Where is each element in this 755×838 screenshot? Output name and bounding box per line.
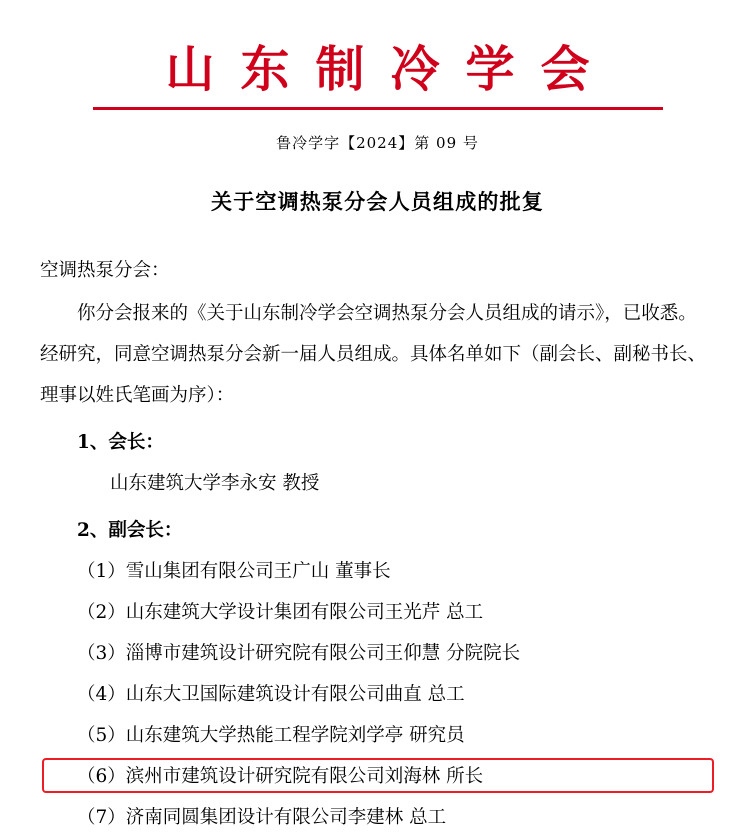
highlighted-row-wrapper <box>40 756 715 797</box>
body-paragraph-line-1: 你分会报来的《关于山东制冷学会空调热泵分会人员组成的请示》，已收悉。 <box>77 302 697 324</box>
list-item: （4）山东大卫国际建筑设计有限公司曲直 总工 <box>77 683 465 705</box>
document-title: 关于空调热泵分会人员组成的批复 <box>211 188 544 214</box>
section-heading-vice-chairmen: 2、副会长： <box>77 519 183 541</box>
salutation: 空调热泵分会： <box>40 259 170 281</box>
list-item: 山东建筑大学李永安 教授 <box>110 472 320 494</box>
document-body <box>40 250 715 838</box>
list-item: （7）济南同圆集团设计有限公司李建林 总工 <box>77 806 447 828</box>
list-item: （3）淄博市建筑设计研究院有限公司王仰慧 分院院长 <box>77 642 521 664</box>
body-paragraph-line-2: 经研究，同意空调热泵分会新一届人员组成。具体名单如下（副会长、副秘书长、 <box>40 343 707 365</box>
list-item: （1）雪山集团有限公司王广山 董事长 <box>77 560 391 582</box>
body-paragraph-line-3: 理事以姓氏笔画为序）： <box>40 384 235 406</box>
letterhead <box>40 0 715 110</box>
document-number: 鲁冷学字【2024】第 09 号 <box>276 133 479 152</box>
list-item-highlighted: （6）滨州市建筑设计研究院有限公司刘海林 所长 <box>77 765 484 787</box>
list-item: （2）山东建筑大学设计集团有限公司王光芹 总工 <box>77 601 484 623</box>
letterhead-divider <box>93 107 663 110</box>
section-heading-chairman: 1、会长： <box>77 431 164 453</box>
organization-name: 山东制冷学会 <box>165 40 616 98</box>
list-item: （5）山东建筑大学热能工程学院刘学亭 研究员 <box>77 724 465 746</box>
